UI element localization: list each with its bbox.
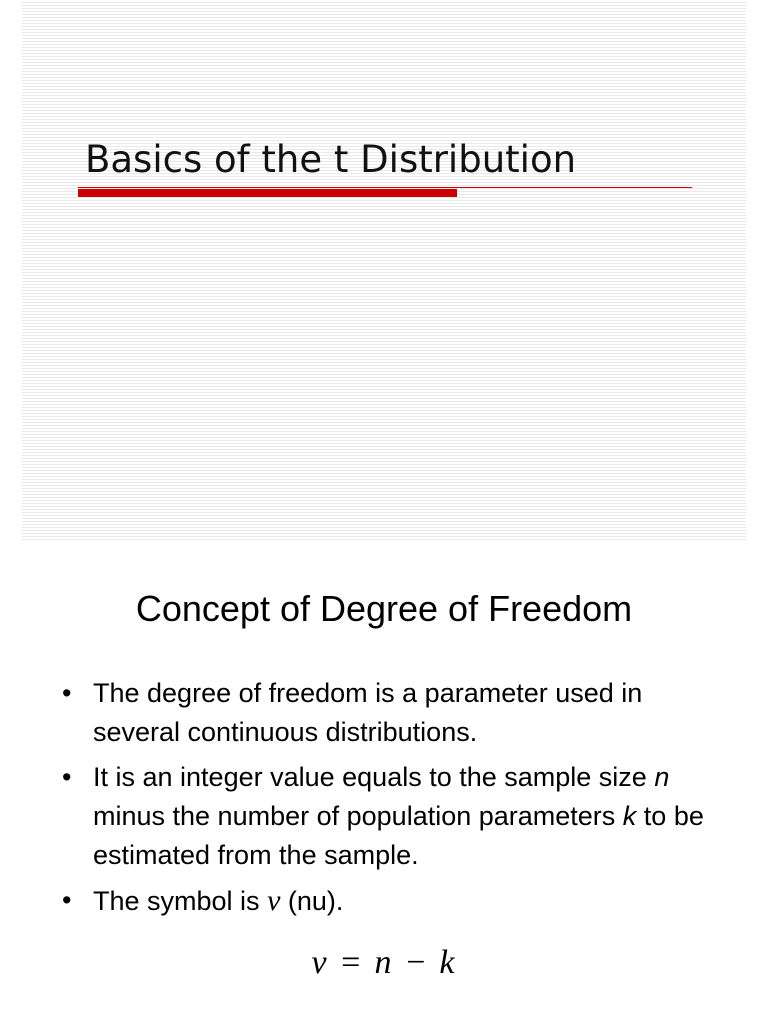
bullet-text: minus the number of population parameters	[93, 801, 623, 831]
bullet-text: The symbol is	[93, 886, 268, 916]
formula: ν = n − k	[311, 944, 457, 981]
title-underline-thick	[78, 189, 457, 197]
bullet-text: to be estimated from the sample.	[93, 801, 704, 870]
bullet-item	[62, 674, 722, 752]
slide-1	[22, 0, 746, 542]
variable-n: n	[654, 762, 670, 792]
bullet-item	[62, 881, 722, 921]
bullet-list	[62, 674, 722, 927]
bullet-marker: •	[62, 762, 72, 792]
bullet-text: It is an integer value equals to the sample size	[93, 762, 655, 792]
variable-k: k	[622, 801, 637, 831]
bullet-text: (nu).	[280, 886, 344, 916]
bullet-item	[62, 758, 722, 875]
bullet-marker: •	[62, 885, 72, 915]
slide-1-title: Basics of the t Distribution	[85, 138, 577, 181]
title-underline-thin	[78, 187, 692, 188]
bullet-text: The degree of freedom is a parameter used in several continuous distributions.	[93, 678, 643, 747]
bullet-marker: •	[62, 678, 72, 708]
nu-symbol: ν	[267, 884, 281, 917]
slide-2-title: Concept of Degree of Freedom	[135, 588, 633, 629]
